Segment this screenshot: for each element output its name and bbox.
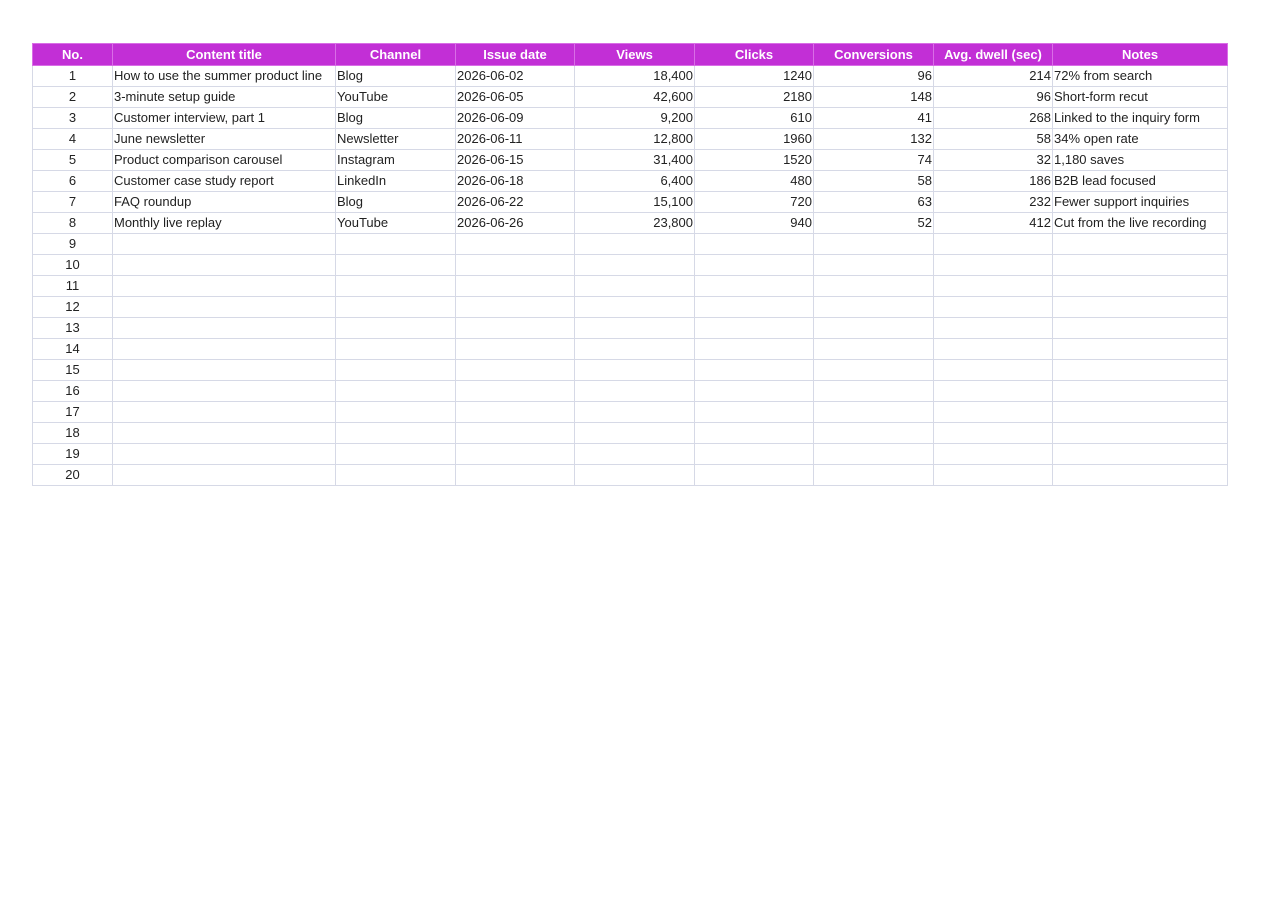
cell-issue-date[interactable]	[456, 276, 575, 297]
table-row	[33, 255, 1228, 276]
cell-notes[interactable]: Cut from the live recording	[1053, 213, 1228, 234]
cell-channel[interactable]	[336, 360, 456, 381]
table-row	[33, 423, 1228, 444]
cell-channel[interactable]	[336, 339, 456, 360]
cell-avg-dwell[interactable]: 214	[934, 66, 1053, 87]
cell-channel[interactable]: YouTube	[336, 213, 456, 234]
cell-content-title[interactable]	[113, 234, 336, 255]
cell-clicks[interactable]: 1960	[695, 129, 814, 150]
cell-channel[interactable]	[336, 234, 456, 255]
cell-issue-date[interactable]	[456, 402, 575, 423]
cell-conversions[interactable]	[814, 360, 934, 381]
cell-issue-date[interactable]: 2026-06-11	[456, 129, 575, 150]
cell-no[interactable]: 18	[33, 423, 113, 444]
cell-conversions[interactable]	[814, 465, 934, 486]
cell-issue-date[interactable]: 2026-06-22	[456, 192, 575, 213]
cell-views[interactable]	[575, 381, 695, 402]
table-row	[33, 465, 1228, 486]
cell-conversions[interactable]	[814, 234, 934, 255]
cell-no[interactable]: 11	[33, 276, 113, 297]
cell-content-title[interactable]	[113, 339, 336, 360]
table-row	[33, 150, 1228, 171]
cell-views[interactable]	[575, 255, 695, 276]
table-row	[33, 213, 1228, 234]
cell-channel[interactable]	[336, 255, 456, 276]
cell-channel[interactable]: Blog	[336, 192, 456, 213]
cell-avg-dwell[interactable]: 96	[934, 87, 1053, 108]
cell-avg-dwell[interactable]	[934, 318, 1053, 339]
cell-conversions[interactable]: 96	[814, 66, 934, 87]
cell-conversions[interactable]: 132	[814, 129, 934, 150]
cell-notes[interactable]	[1053, 381, 1228, 402]
cell-views[interactable]	[575, 360, 695, 381]
column-header-channel[interactable]: Channel	[336, 44, 456, 66]
cell-views[interactable]: 9,200	[575, 108, 695, 129]
cell-content-title[interactable]: Product comparison carousel	[113, 150, 336, 171]
cell-channel[interactable]	[336, 402, 456, 423]
cell-content-title[interactable]	[113, 276, 336, 297]
cell-no[interactable]: 6	[33, 171, 113, 192]
cell-clicks[interactable]	[695, 255, 814, 276]
cell-no[interactable]: 20	[33, 465, 113, 486]
cell-no[interactable]: 16	[33, 381, 113, 402]
cell-content-title[interactable]	[113, 318, 336, 339]
cell-views[interactable]: 42,600	[575, 87, 695, 108]
cell-clicks[interactable]	[695, 276, 814, 297]
table-row	[33, 234, 1228, 255]
cell-avg-dwell[interactable]	[934, 297, 1053, 318]
cell-conversions[interactable]	[814, 276, 934, 297]
cell-issue-date[interactable]: 2026-06-05	[456, 87, 575, 108]
cell-content-title[interactable]: FAQ roundup	[113, 192, 336, 213]
cell-notes[interactable]	[1053, 297, 1228, 318]
cell-channel[interactable]: Instagram	[336, 150, 456, 171]
cell-no[interactable]: 19	[33, 444, 113, 465]
cell-clicks[interactable]: 610	[695, 108, 814, 129]
cell-views[interactable]: 23,800	[575, 213, 695, 234]
cell-clicks[interactable]	[695, 402, 814, 423]
cell-channel[interactable]: YouTube	[336, 87, 456, 108]
cell-no[interactable]: 2	[33, 87, 113, 108]
table-row	[33, 192, 1228, 213]
cell-avg-dwell[interactable]: 412	[934, 213, 1053, 234]
cell-content-title[interactable]: Customer interview, part 1	[113, 108, 336, 129]
cell-clicks[interactable]	[695, 234, 814, 255]
cell-conversions[interactable]	[814, 339, 934, 360]
cell-views[interactable]	[575, 402, 695, 423]
cell-content-title[interactable]: Monthly live replay	[113, 213, 336, 234]
cell-conversions[interactable]	[814, 444, 934, 465]
column-header-notes[interactable]: Notes	[1053, 44, 1228, 66]
cell-avg-dwell[interactable]	[934, 360, 1053, 381]
header-row	[33, 44, 1228, 66]
cell-issue-date[interactable]: 2026-06-26	[456, 213, 575, 234]
cell-conversions[interactable]	[814, 402, 934, 423]
cell-conversions[interactable]	[814, 423, 934, 444]
cell-conversions[interactable]: 74	[814, 150, 934, 171]
cell-content-title[interactable]: 3-minute setup guide	[113, 87, 336, 108]
cell-views[interactable]: 31,400	[575, 150, 695, 171]
cell-avg-dwell[interactable]	[934, 381, 1053, 402]
cell-clicks[interactable]	[695, 444, 814, 465]
cell-conversions[interactable]	[814, 255, 934, 276]
cell-views[interactable]: 18,400	[575, 66, 695, 87]
cell-content-title[interactable]	[113, 297, 336, 318]
cell-clicks[interactable]: 940	[695, 213, 814, 234]
cell-views[interactable]	[575, 339, 695, 360]
cell-clicks[interactable]: 480	[695, 171, 814, 192]
cell-clicks[interactable]	[695, 297, 814, 318]
cell-notes[interactable]: Short-form recut	[1053, 87, 1228, 108]
cell-clicks[interactable]: 720	[695, 192, 814, 213]
cell-no[interactable]: 17	[33, 402, 113, 423]
table-row	[33, 402, 1228, 423]
cell-issue-date[interactable]: 2026-06-15	[456, 150, 575, 171]
cell-notes[interactable]: 72% from search	[1053, 66, 1228, 87]
column-header-no[interactable]: No.	[33, 44, 113, 66]
cell-conversions[interactable]: 63	[814, 192, 934, 213]
cell-no[interactable]: 5	[33, 150, 113, 171]
cell-no[interactable]: 10	[33, 255, 113, 276]
column-header-conversions[interactable]: Conversions	[814, 44, 934, 66]
cell-views[interactable]	[575, 276, 695, 297]
cell-notes[interactable]	[1053, 339, 1228, 360]
cell-issue-date[interactable]	[456, 444, 575, 465]
cell-views[interactable]: 15,100	[575, 192, 695, 213]
cell-no[interactable]: 9	[33, 234, 113, 255]
cell-notes[interactable]	[1053, 234, 1228, 255]
cell-no[interactable]: 7	[33, 192, 113, 213]
cell-no[interactable]: 4	[33, 129, 113, 150]
cell-channel[interactable]	[336, 465, 456, 486]
cell-issue-date[interactable]: 2026-06-18	[456, 171, 575, 192]
cell-views[interactable]: 6,400	[575, 171, 695, 192]
cell-no[interactable]: 15	[33, 360, 113, 381]
cell-notes[interactable]	[1053, 276, 1228, 297]
cell-avg-dwell[interactable]	[934, 276, 1053, 297]
cell-views[interactable]	[575, 318, 695, 339]
cell-channel[interactable]	[336, 381, 456, 402]
cell-avg-dwell[interactable]	[934, 234, 1053, 255]
cell-issue-date[interactable]	[456, 339, 575, 360]
cell-avg-dwell[interactable]	[934, 423, 1053, 444]
cell-conversions[interactable]	[814, 381, 934, 402]
cell-no[interactable]: 12	[33, 297, 113, 318]
table-row	[33, 318, 1228, 339]
cell-channel[interactable]	[336, 276, 456, 297]
cell-conversions[interactable]: 148	[814, 87, 934, 108]
table-row	[33, 276, 1228, 297]
cell-no[interactable]: 13	[33, 318, 113, 339]
cell-avg-dwell[interactable]	[934, 402, 1053, 423]
table-row	[33, 297, 1228, 318]
column-header-content-title[interactable]: Content title	[113, 44, 336, 66]
cell-avg-dwell[interactable]: 186	[934, 171, 1053, 192]
cell-channel[interactable]	[336, 444, 456, 465]
cell-content-title[interactable]	[113, 444, 336, 465]
cell-content-title[interactable]: Customer case study report	[113, 171, 336, 192]
cell-issue-date[interactable]	[456, 255, 575, 276]
cell-avg-dwell[interactable]	[934, 339, 1053, 360]
cell-notes[interactable]: Fewer support inquiries	[1053, 192, 1228, 213]
cell-content-title[interactable]: June newsletter	[113, 129, 336, 150]
cell-avg-dwell[interactable]: 232	[934, 192, 1053, 213]
cell-no[interactable]: 14	[33, 339, 113, 360]
cell-content-title[interactable]	[113, 381, 336, 402]
cell-content-title[interactable]	[113, 360, 336, 381]
cell-content-title[interactable]	[113, 402, 336, 423]
cell-notes[interactable]: Linked to the inquiry form	[1053, 108, 1228, 129]
cell-channel[interactable]	[336, 297, 456, 318]
cell-channel[interactable]: Blog	[336, 66, 456, 87]
cell-notes[interactable]	[1053, 465, 1228, 486]
table-row	[33, 108, 1228, 129]
cell-issue-date[interactable]	[456, 465, 575, 486]
cell-conversions[interactable]	[814, 297, 934, 318]
table-row	[33, 360, 1228, 381]
cell-content-title[interactable]: How to use the summer product line	[113, 66, 336, 87]
cell-issue-date[interactable]: 2026-06-09	[456, 108, 575, 129]
cell-clicks[interactable]: 1240	[695, 66, 814, 87]
cell-issue-date[interactable]: 2026-06-02	[456, 66, 575, 87]
cell-views[interactable]: 12,800	[575, 129, 695, 150]
cell-issue-date[interactable]	[456, 360, 575, 381]
cell-clicks[interactable]	[695, 423, 814, 444]
cell-views[interactable]	[575, 444, 695, 465]
cell-notes[interactable]	[1053, 318, 1228, 339]
column-header-views[interactable]: Views	[575, 44, 695, 66]
cell-views[interactable]	[575, 297, 695, 318]
table-row	[33, 444, 1228, 465]
cell-issue-date[interactable]	[456, 318, 575, 339]
table-row	[33, 339, 1228, 360]
cell-issue-date[interactable]	[456, 234, 575, 255]
cell-notes[interactable]	[1053, 444, 1228, 465]
cell-notes[interactable]: 1,180 saves	[1053, 150, 1228, 171]
cell-issue-date[interactable]	[456, 423, 575, 444]
cell-no[interactable]: 8	[33, 213, 113, 234]
content-performance-table	[32, 43, 1228, 486]
cell-conversions[interactable]: 52	[814, 213, 934, 234]
cell-clicks[interactable]: 2180	[695, 87, 814, 108]
column-header-clicks[interactable]: Clicks	[695, 44, 814, 66]
cell-views[interactable]	[575, 234, 695, 255]
cell-notes[interactable]: 34% open rate	[1053, 129, 1228, 150]
cell-issue-date[interactable]	[456, 381, 575, 402]
cell-clicks[interactable]	[695, 360, 814, 381]
column-header-issue-date[interactable]: Issue date	[456, 44, 575, 66]
cell-avg-dwell[interactable]: 58	[934, 129, 1053, 150]
table-row	[33, 87, 1228, 108]
cell-avg-dwell[interactable]	[934, 444, 1053, 465]
cell-avg-dwell[interactable]: 32	[934, 150, 1053, 171]
cell-channel[interactable]: LinkedIn	[336, 171, 456, 192]
cell-avg-dwell[interactable]	[934, 255, 1053, 276]
cell-conversions[interactable]: 58	[814, 171, 934, 192]
cell-clicks[interactable]	[695, 381, 814, 402]
cell-clicks[interactable]	[695, 339, 814, 360]
table-row	[33, 171, 1228, 192]
cell-issue-date[interactable]	[456, 297, 575, 318]
table-row	[33, 66, 1228, 87]
cell-notes[interactable]	[1053, 360, 1228, 381]
cell-content-title[interactable]	[113, 465, 336, 486]
cell-avg-dwell[interactable]	[934, 465, 1053, 486]
cell-avg-dwell[interactable]: 268	[934, 108, 1053, 129]
table-row	[33, 129, 1228, 150]
cell-channel[interactable]	[336, 318, 456, 339]
cell-channel[interactable]	[336, 423, 456, 444]
cell-views[interactable]	[575, 423, 695, 444]
cell-conversions[interactable]: 41	[814, 108, 934, 129]
cell-views[interactable]	[575, 465, 695, 486]
cell-clicks[interactable]	[695, 465, 814, 486]
cell-notes[interactable]	[1053, 402, 1228, 423]
cell-conversions[interactable]	[814, 318, 934, 339]
cell-channel[interactable]: Blog	[336, 108, 456, 129]
table-row	[33, 381, 1228, 402]
cell-clicks[interactable]	[695, 318, 814, 339]
cell-clicks[interactable]: 1520	[695, 150, 814, 171]
cell-no[interactable]: 1	[33, 66, 113, 87]
cell-notes[interactable]	[1053, 423, 1228, 444]
cell-no[interactable]: 3	[33, 108, 113, 129]
cell-content-title[interactable]	[113, 255, 336, 276]
cell-notes[interactable]: B2B lead focused	[1053, 171, 1228, 192]
cell-content-title[interactable]	[113, 423, 336, 444]
cell-channel[interactable]: Newsletter	[336, 129, 456, 150]
cell-notes[interactable]	[1053, 255, 1228, 276]
column-header-avg-dwell[interactable]: Avg. dwell (sec)	[934, 44, 1053, 66]
